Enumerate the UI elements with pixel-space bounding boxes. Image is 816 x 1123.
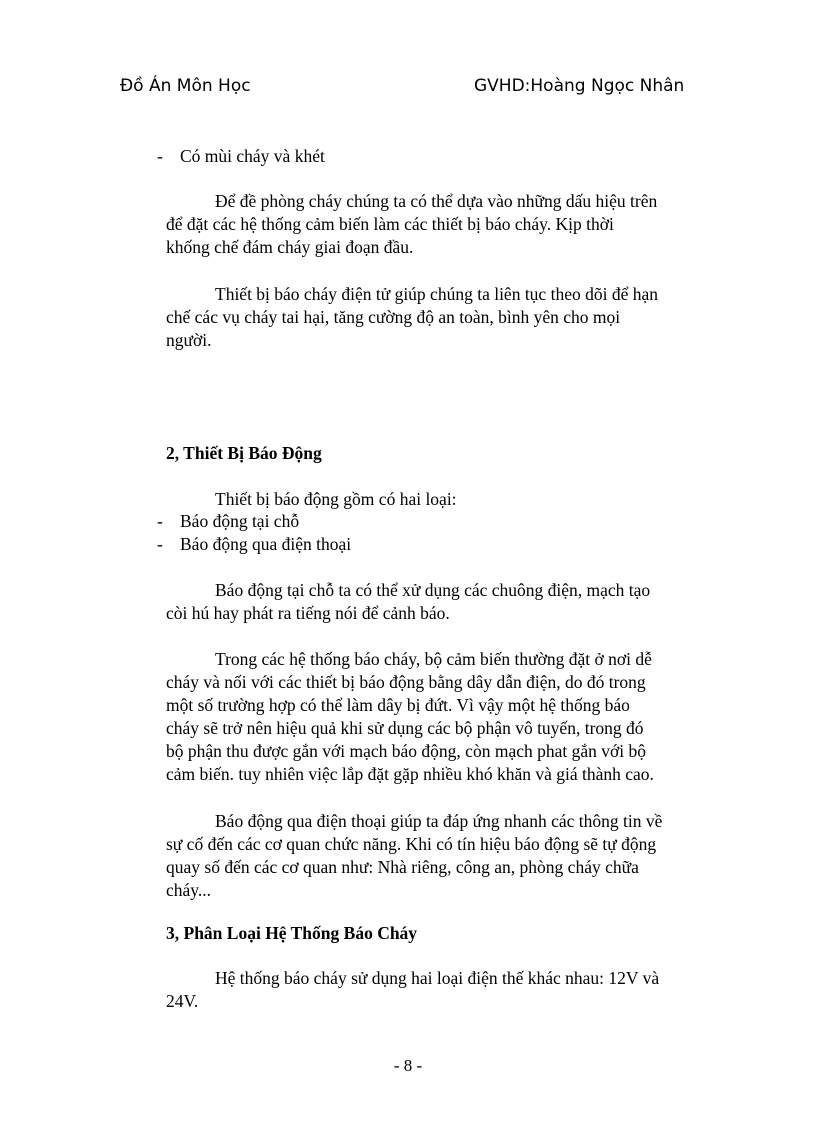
bullet-item: Báo động tại chỗ: [180, 511, 300, 531]
bullet-item: Có mùi cháy và khét: [180, 146, 325, 166]
paragraph-line: cảm biến. tuy nhiên việc lắp đặt gặp nhiều khó khăn và giá thành cao.: [166, 764, 654, 784]
section-heading: 2, Thiết Bị Báo Động: [166, 443, 322, 463]
bullet-item: Báo động qua điện thoại: [180, 534, 352, 554]
paragraph-line: Hệ thống báo cháy sử dụng hai loại điện thế khác nhau: 12V và: [215, 968, 660, 988]
paragraph-line: Trong các hệ thống báo cháy, bộ cảm biến thường đặt ở nơi dễ: [215, 649, 652, 669]
paragraph-line: 24V.: [166, 991, 199, 1011]
paragraph-line: Báo động tại chỗ ta có thể xử dụng các chuông điện, mạch tạo: [215, 580, 651, 600]
bullet-dash: -: [157, 534, 163, 554]
paragraph-line: Thiết bị báo cháy điện tử giúp chúng ta liên tục theo dõi để hạn: [215, 284, 658, 304]
paragraph-line: một số trường hợp có thể làm dây bị đứt. Vì vậy một hệ thống báo: [166, 695, 630, 715]
paragraph-line: bộ phận thu được gắn với mạch báo động, còn mạch phat gắn với bộ: [166, 741, 646, 761]
paragraph-line: Để đề phòng cháy chúng ta có thể dựa vào những dấu hiệu trên: [215, 191, 658, 211]
paragraph-line: Thiết bị báo động gồm có hai loại:: [215, 489, 457, 509]
paragraph-line: quay số đến các cơ quan như: Nhà riêng, công an, phòng cháy chữa: [166, 857, 639, 877]
paragraph-line: cháy...: [166, 880, 212, 900]
bullet-dash: -: [157, 511, 163, 531]
bullet-dash: -: [157, 146, 163, 166]
paragraph-line: Báo động qua điện thoại giúp ta đáp ứng nhanh các thông tin về: [215, 811, 663, 831]
paragraph-line: người.: [166, 330, 212, 350]
paragraph-line: chế các vụ cháy tai hại, tăng cường độ an toàn, bình yên cho mọi: [166, 307, 621, 327]
section-heading: 3, Phân Loại Hệ Thống Báo Cháy: [166, 923, 418, 943]
paragraph-line: khống chế đám cháy giai đoạn đầu.: [166, 237, 414, 257]
header-course-title: Đồ Án Môn Học: [120, 76, 251, 96]
paragraph-line: để đặt các hệ thống cảm biến làm các thiết bị báo cháy. Kịp thời: [166, 214, 614, 234]
paragraph-line: cháy và nối với các thiết bị báo động bằng dây dẫn điện, do đó trong: [166, 672, 646, 692]
page-number: - 8 -: [393, 1056, 423, 1075]
page-footer: [0, 1056, 816, 1076]
header-instructor: GVHD:Hoàng Ngọc Nhân: [474, 76, 685, 96]
paragraph-line: còi hú hay phát ra tiếng nói để cảnh báo.: [166, 603, 450, 623]
paragraph-line: cháy sẽ trở nên hiệu quả khi sử dụng các bộ phận vô tuyến, trong đó: [166, 718, 644, 738]
paragraph-line: sự cố đến các cơ quan chức năng. Khi có tín hiệu báo động sẽ tự động: [166, 834, 657, 854]
